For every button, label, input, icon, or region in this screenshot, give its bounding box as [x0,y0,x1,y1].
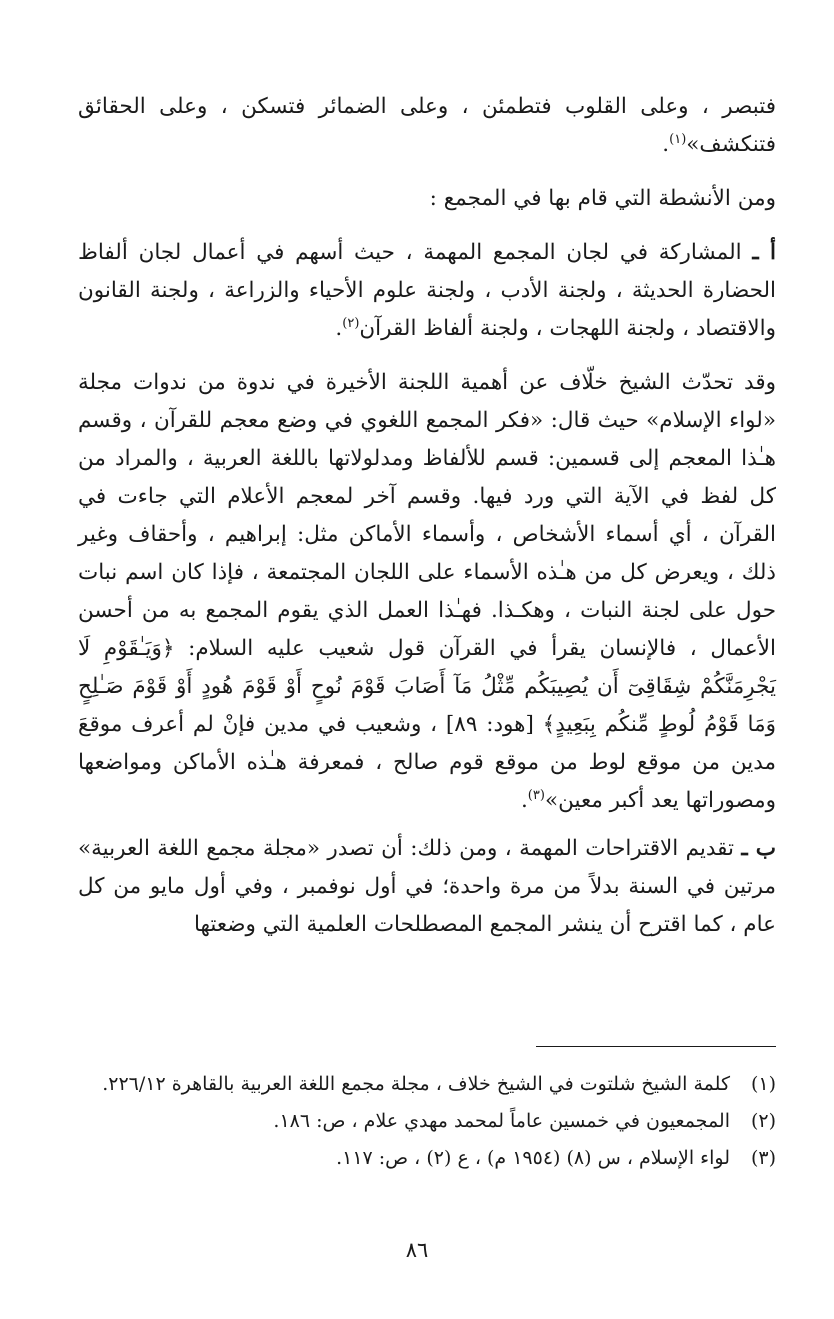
activity-b-label: ب ـ [741,836,776,861]
paragraph-end: . [662,132,670,157]
footnote-number: (١) [750,1073,776,1095]
paragraph-end: . [335,316,343,341]
main-text [78,88,776,944]
page-number: ٨٦ [405,1238,429,1262]
footnote-3 [78,1142,776,1175]
footnote-divider [536,1046,776,1047]
activity-b [78,830,776,944]
activity-a-label: أ ـ [752,240,776,265]
footnote-number: (٣) [750,1147,776,1169]
footnote-ref-3[interactable]: (٣) [527,787,545,803]
footnote-2 [78,1105,776,1138]
footnote-text: كلمة الشيخ شلتوت في الشيخ خلاف ، مجلة مجمع اللغة العربية بالقاهرة ٢٢٦/١٢. [102,1073,730,1095]
quote-text: وقد تحدّث الشيخ خلّاف عن أهمية اللجنة الأخيرة في ندوة من ندوات مجلة «لواء الإسلام» حيث قال: «فكر المجمع اللغوي في وضع معجم للقرآن ، وقسم هـٰذا المعجم إلى قسمين: قسم للألفاظ ومدلولاتها باللغة العربية ، والمراد من كل لفظ في الآية التي ورد فيها. وقسم آخر لمعجم الأعلام التي جاءت في القرآن ، أي أسماء الأشخاص ، وأسماء الأماكن مثل: إبراهيم ، وأحقاف وغير ذلك ، ويعرض كل من هـٰذه الأسماء على اللجان المجتمعة ، فإذا كان اسم نبات حول على لجنة النبات ، وهكـذا. فهـٰذا العمل الذي يقوم المجمع به من أحسن الأعمال ، فالإنسان يقرأ في القرآن قول شعيب عليه السلام: ﴿وَيَـٰقَوْمِ لَا يَجْرِمَنَّكُمْ شِقَاقِىٓ أَن يُصِيبَكُم مِّثْلُ مَآ أَصَابَ قَوْمَ نُوحٍ أَوْ قَوْمَ هُودٍ أَوْ قَوْمَ صَـٰلِحٍ وَمَا قَوْمُ لُوطٍ مِّنكُم بِبَعِيدٍ﴾ [هود: ٨٩] ، وشعيب في مدين فإنْ لم أعرف موقعَ مدين من موقع لوط من موقع قوم صالح ، فمعرفة هـٰذه الأماكن ومواضعها ومصوراتها يعد أكبر معين» [78,370,776,813]
activities-intro: ومن الأنشطة التي قام بها في المجمع : [429,186,776,211]
paragraph-end: . [520,788,528,813]
paragraph-text: فتبصر ، وعلى القلوب فتطمئن ، وعلى الضمائر فتسكن ، وعلى الحقائق فتنكشف» [78,94,776,157]
footnote-text: المجمعيون في خمسين عاماً لمحمد مهدي علام ، ص: ١٨٦. [273,1110,730,1132]
footnote-ref-2[interactable]: (٢) [342,315,360,331]
activity-b-text: تقديم الاقتراحات المهمة ، ومن ذلك: أن تصدر «مجلة مجمع اللغة العربية» مرتين في السنة بدلاً من مرة واحدة؛ في أول نوفمبر ، وفي أول مايو من كل عام ، كما اقترح أن ينشر المجمع المصطلحات العلمية التي وضعتها [78,836,776,937]
khallaf-quote-paragraph [78,364,776,820]
paragraph-continuation [78,88,776,164]
footnotes [78,1068,776,1179]
footnote-1 [78,1068,776,1101]
footnote-text: لواء الإسلام ، س (٨) (١٩٥٤ م) ، ع (٢) ، ص: ١١٧. [336,1147,730,1169]
footnote-number: (٢) [750,1110,776,1132]
activity-a-text: المشاركة في لجان المجمع المهمة ، حيث أسهم في أعمال لجان ألفاظ الحضارة الحديثة ، ولجنة الأدب ، ولجنة علوم الأحياء والزراعة ، ولجنة القانون والاقتصاد ، ولجنة اللهجات ، ولجنة ألفاظ القرآن [78,240,776,341]
activity-a [78,234,776,348]
footnote-ref-1[interactable]: (١) [669,131,687,147]
